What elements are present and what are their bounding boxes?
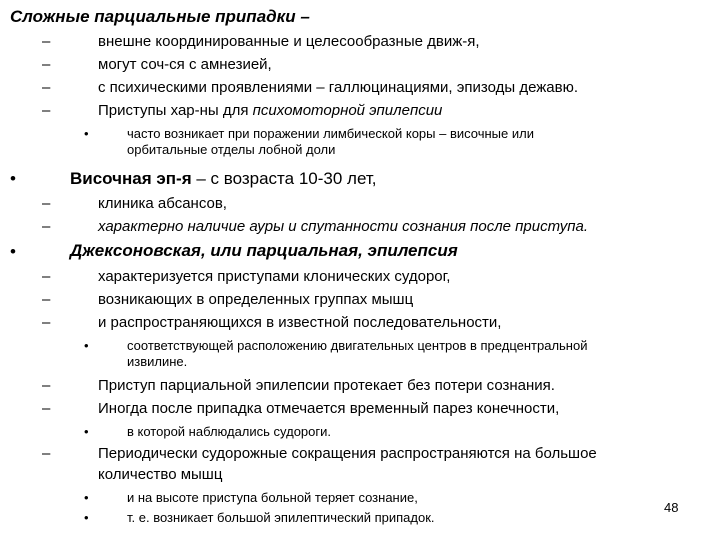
sub-item: извилине. <box>127 354 188 369</box>
bullet-marker: • <box>84 510 89 525</box>
dash-marker: – <box>42 268 51 285</box>
list-item: клиника абсансов, <box>98 195 227 212</box>
heading-rest: – с возраста 10-30 лет, <box>191 169 377 188</box>
page-number: 48 <box>664 500 679 515</box>
sub-item: т. е. возникает большой эпилептический припадок. <box>127 510 435 525</box>
sub-item: и на высоте приступа больной теряет сознание, <box>127 490 418 505</box>
list-item-text: Приступы хар-ны для <box>98 102 253 119</box>
dash-marker: – <box>42 445 51 462</box>
bullet-marker: • <box>10 169 16 188</box>
sub-item: часто возникает при поражении лимбической коры – височные или <box>127 126 534 141</box>
heading-bold: Височная эп-я <box>70 169 192 188</box>
dash-marker: – <box>42 102 51 119</box>
sub-item: соответствующей расположению двигательных центров в предцентральной <box>127 338 588 353</box>
dash-marker: – <box>42 291 51 308</box>
dash-marker: – <box>42 377 51 394</box>
sub-item: в которой наблюдались судороги. <box>127 424 331 439</box>
list-item: с психическими проявлениями – галлюцинациями, эпизоды дежавю. <box>98 79 579 96</box>
list-item: количество мышц <box>98 466 223 483</box>
emphasis-text: психомоторной эпилепсии <box>252 102 443 119</box>
list-item: Периодически судорожные сокращения распространяются на большое <box>98 445 597 462</box>
bullet-marker: • <box>10 242 16 261</box>
dash-marker: – <box>42 218 51 235</box>
slide-title: Сложные парциальные припадки – <box>10 7 310 26</box>
dash-marker: – <box>42 400 51 417</box>
dash-marker: – <box>42 195 51 212</box>
bullet-marker: • <box>84 424 89 439</box>
dash-marker: – <box>42 79 51 96</box>
dash-marker: – <box>42 314 51 331</box>
dash-marker: – <box>42 33 51 50</box>
list-item: внешне координированные и целесообразные движ-я, <box>98 33 480 50</box>
list-item: Приступ парциальной эпилепсии протекает без потери сознания. <box>98 377 555 394</box>
section-heading <box>70 170 376 187</box>
bullet-marker: • <box>84 490 89 505</box>
list-item: возникающих в определенных группах мышц <box>98 291 414 308</box>
dash-marker: – <box>42 56 51 73</box>
section-heading: Джексоновская, или парциальная, эпилепсия <box>70 241 458 260</box>
list-item: Иногда после припадка отмечается временный парез конечности, <box>98 400 560 417</box>
list-item: могут соч-ся с амнезией, <box>98 56 272 73</box>
bullet-marker: • <box>84 126 89 141</box>
sub-item: орбитальные отделы лобной доли <box>127 142 336 157</box>
list-item: и распространяющихся в известной последовательности, <box>98 314 502 331</box>
list-item <box>98 103 442 118</box>
bullet-marker: • <box>84 338 89 353</box>
list-item: характеризуется приступами клонических судорог, <box>98 268 451 285</box>
list-item: характерно наличие ауры и спутанности сознания после приступа. <box>98 218 589 235</box>
